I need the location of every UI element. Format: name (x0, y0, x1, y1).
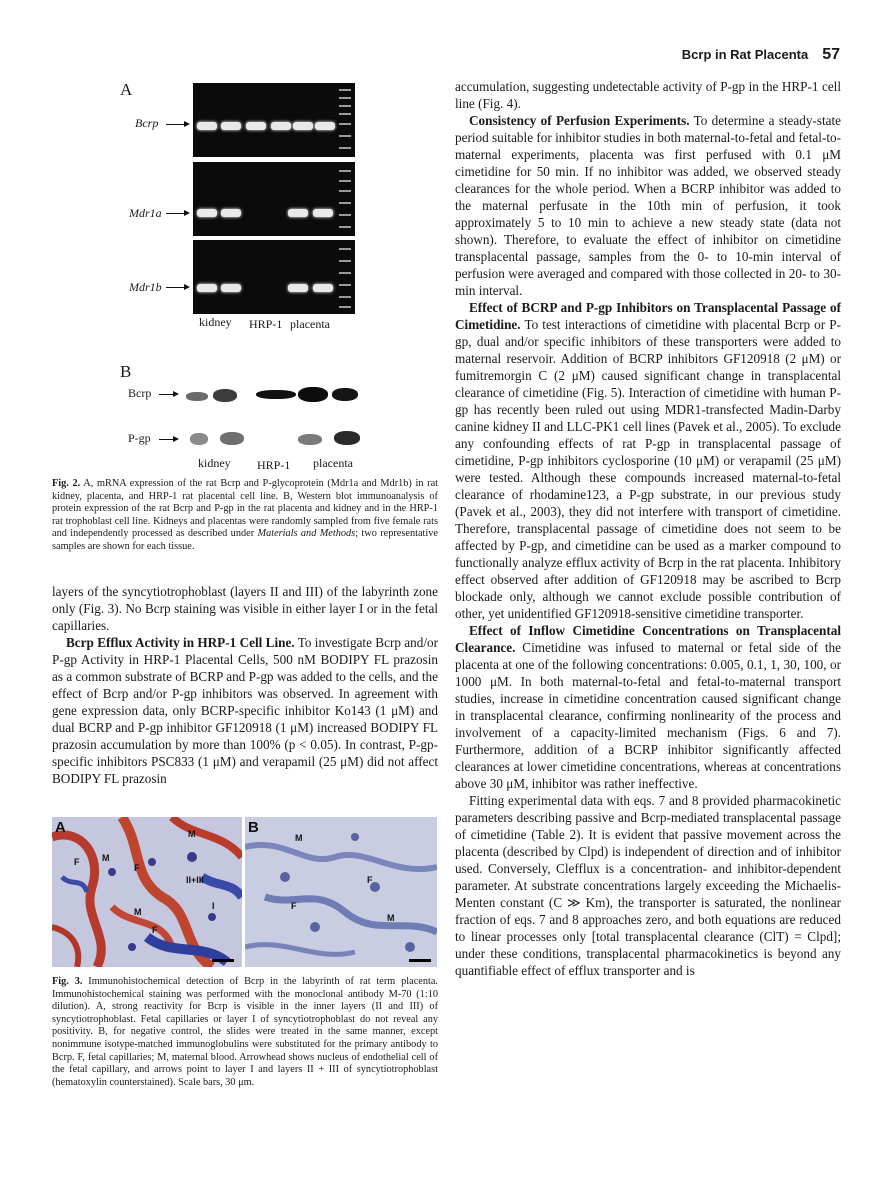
micrograph-a (52, 817, 242, 967)
figure-2-caption (52, 478, 438, 554)
arrow-right-icon (166, 287, 188, 288)
ladder-band (339, 97, 351, 99)
figure-3-caption-label: Fig. 3. (52, 976, 83, 987)
fig2-panel-a-letter: A (120, 80, 133, 99)
section-heading: Effect of BCRP and P-gp Inhibitors on Transplacental Passage of Cimetidine. (455, 300, 841, 332)
arrow-right-icon (166, 213, 188, 214)
arrow-right-icon (159, 394, 177, 395)
gel-mdr1b (193, 240, 355, 314)
running-title: Bcrp in Rat Placenta (681, 47, 809, 62)
gel-mdr1a (193, 162, 355, 236)
paragraph-text: Cimetidine was infused to maternal or fetal side of the placenta at one of the following concentrations: 0.005, 0.1, 1, 30, 100, or 1000 μM. In both maternal-to-fetal and fetal-to-maternal transport studies, increase in cimetidine concentration caused significant change in transplacental clearance, confirming nonlinearity of the process and involvement of a capacity-limited mechanism (Figs. 6 and 7). Furthermore, addition of a BCRP inhibitor significantly affected clearances at lower cimetidine concentrations, whereas at concentrations above 30 μM, inhibitor was rather ineffective. (455, 640, 841, 791)
scale-bar (212, 959, 234, 962)
ladder-band (339, 113, 351, 115)
ladder-band (339, 284, 351, 286)
running-header (600, 46, 840, 66)
figure-2-caption-text-a: A, mRNA expression of the rat Bcrp and P-glycoprotein (Mdr1a and Mdr1b) in rat kidney, placenta, and HRP-1 rat placental cell line. B, Western blot immunoanalysis of protein expression of the rat Bcrp and P-gp in the rat placenta and kidney and in the HRP-1 rat trophoblast cell line. Kidneys and placentas were randomly sampled from five female rats and independently processed as described under (52, 478, 438, 540)
wb-lane-label-placenta: placenta (313, 456, 353, 470)
gel-band (315, 122, 335, 130)
gel-band (197, 209, 217, 217)
ladder-band (339, 306, 351, 308)
figure-3-caption (52, 976, 438, 1089)
ladder-band (339, 226, 351, 228)
micro-label: F (74, 857, 80, 867)
gel-bcrp (193, 83, 355, 157)
ladder-band (339, 170, 351, 172)
wb-lane-label-hrp1: HRP-1 (257, 458, 291, 472)
micro-label: M (102, 853, 110, 863)
ladder-band (339, 180, 351, 182)
gel-band (313, 209, 333, 217)
wb-band (256, 390, 296, 399)
paragraph: Fitting experimental data with eqs. 7 and 8 provided pharmacokinetic parameters describing passive and Bcrp-mediated transplacental passage of cimetidine (Table 2). It is evident that passive movement across the placenta (described by Clpd) is independent of direction and of inhibitor used. Conversely, Clefflux is a concentration- and inhibitor-dependent parameter. At substrate concentrations largely exceeding the Michaelis-Menten constant (C ≫ Km), the transporter is saturated, the nonlinear fraction of eqs. 7 and 8 approaches zero, and both equations are reduced to linear processes only [total transplacental clearance (ClT) = Clpd]; under these conditions, transplacental pharmacokinetics is beyond any quantifiable effect of efflux transporter and is (455, 793, 841, 978)
section-heading: Consistency of Perfusion Experiments. (469, 113, 690, 128)
micrograph-b-letter: B (248, 819, 259, 836)
paragraph-text: To test interactions of cimetidine with placental Bcrp or P-gp, dual and/or specific inhibitors of these transporters were added to maternal reservoir. Addition of BCRP inhibitors GF120918 (2 μM) or fumitremorgin C (2 μM) caused significant change in transplacental clearance of cimetidine (Fig. 5). Interaction of cimetidine with human P-gp has recently been ruled out using MDR1-transfected Madin-Darby canine kidney II and LLC-PK1 cell lines (Pavek et al., 2005). To exclude any confounding effects of rat P-gp in transplacental passage of cimetidine, P-gp inhibitors cyclosporine (10 μM) or verapamil (25 μM) were tested. Although these compounds increased maternal-to-fetal clearance of rhodamine123, a P-gp substrate, in our previous study (Pavek et al., 2003), they did not interfere with transport of cimetidine. Therefore, transplacental passage of cimetidine does not seem to be affected by P-gp, and cimetidine can be used as a marker compound to functionally analyze efflux activity of Bcrp in the rat placenta. Inhibitory effect observed after addition of GF120918 may be ascribed to Bcrp blockade only, although we cannot exclude possible contribution of other, yet unidentified GF120918-sensitive cimetidine transporter. (455, 317, 841, 621)
ladder-band (339, 272, 351, 274)
wb-lane-label-kidney: kidney (198, 456, 231, 470)
micrograph-a-image (52, 817, 242, 967)
gel-band (293, 122, 313, 130)
micro-label: F (134, 863, 140, 873)
paragraph (455, 622, 841, 792)
micrograph-b (245, 817, 437, 967)
gel-band (271, 122, 291, 130)
wb-band (213, 389, 237, 402)
lane-label-kidney: kidney (199, 315, 232, 329)
wb-band (220, 432, 244, 445)
figure-2-caption-text-b: ; two representative samples are shown for each tissue. (52, 528, 438, 552)
paragraph (52, 634, 438, 787)
wb-band (298, 434, 322, 445)
ladder-band (339, 105, 351, 107)
paragraph-text: To determine a steady-state period suitable for inhibitor studies in both maternal-to-fetal and fetal-to-maternal experiments, placenta was first perfused with 0.1 μM cimetidine for 50 min. If no inhibitor was added, we observed steady clearances for the whole period. When a BCRP inhibitor was added to the maternal perfusate in the 10th min of perfusion, it took approximately 5 to 10 min to achieve a new steady state (data not shown). Therefore, to evaluate the effect of inhibitor on cimetidine transplacental passage, samples from the 0- to 10-min interval of perfusion were averaged and compared with those collected in 20- to 30-min interval. (455, 113, 841, 298)
wb-label-pgp: P-gp (128, 431, 151, 445)
micrograph-b-image (245, 817, 437, 967)
wb-band (190, 433, 208, 445)
gel-band (197, 122, 217, 130)
wb-band (298, 387, 328, 402)
figure-2-caption-label: Fig. 2. (52, 478, 81, 489)
right-column-text (455, 78, 841, 979)
wb-band (186, 392, 208, 401)
micro-label: F (367, 875, 373, 885)
paragraph (455, 299, 841, 622)
paragraph-text: To investigate Bcrp and/or P-gp Activity in HRP-1 Placental Cells, 500 nM BODIPY FL prazosin as a common substrate of BCRP and P-gp was added to the cells, and the effect of Bcrp and/or P-gp inhibitors was observed. In agreement with gene expression data, only BCRP-specific inhibitor Ko143 (1 μM) and dual BCRP and P-gp inhibitor GF120918 (1 μM) increased BODIPY FL prazosin accumulation by more than 100% (p < 0.05). In contrast, P-gp-specific inhibitors PSC833 (1 μM) and verapamil (25 μM) did not affect BODIPY FL prazosin (52, 635, 438, 786)
gel-band (221, 122, 241, 130)
gel-band (221, 284, 241, 292)
left-column-text (52, 583, 438, 787)
paragraph: accumulation, suggesting undetectable activity of P-gp in the HRP-1 cell line (Fig. 4). (455, 79, 841, 111)
scale-bar (409, 959, 431, 962)
gel-label-mdr1a: Mdr1a (129, 206, 162, 220)
page-number: 57 (822, 46, 840, 63)
gel-label-mdr1b: Mdr1b (129, 280, 162, 294)
micro-label: F (152, 925, 158, 935)
arrow-right-icon (159, 439, 177, 440)
ladder-band (339, 89, 351, 91)
lane-label-placenta: placenta (290, 317, 330, 331)
wb-band (332, 388, 358, 401)
micro-label: I (212, 901, 215, 911)
fig2-panel-b-letter: B (120, 362, 132, 381)
micrograph-a-letter: A (55, 819, 66, 836)
arrow-right-icon (166, 124, 188, 125)
figure-2-caption-emphasis: Materials and Methods (257, 528, 356, 540)
ladder-band (339, 190, 351, 192)
paragraph: layers of the syncytiotrophoblast (layers II and III) of the labyrinth zone only (Fig. 3). No Bcrp staining was visible in either layer I or in the fetal capillaries. (52, 584, 438, 633)
section-heading: Bcrp Efflux Activity in HRP-1 Cell Line. (66, 635, 295, 650)
wb-label-bcrp: Bcrp (128, 386, 152, 400)
micro-label: M (188, 829, 196, 839)
ladder-band (339, 135, 351, 137)
gel-band (197, 284, 217, 292)
figure-3-caption-text: Immunohistochemical detection of Bcrp in the labyrinth of rat term placenta. Immunohistochemical staining was performed with the monoclonal antibody M-70 (1:10 dilution). A, strong reactivity for Bcrp is visible in the inner layers (II and III) of syncytiotrophoblast. Fetal capillaries or layer I of syncytiotrophoblast do not reveal any positivity. B, for negative control, the slides were treated in the same manner, except nonimmune isotype-matched immunoglobulins were substituted for the primary antibody to Bcrp. F, fetal capillaries; M, maternal blood. Arrowhead shows nucleus of endothelial cell of the fetal capillary, and arrows point to layer I and layers II + III of syncytiotrophoblast (hematoxylin counterstained). Scale bars, 30 μm. (52, 976, 439, 1088)
section-heading: Effect of Inflow Cimetidine Concentrations on Transplacental Clearance. (455, 623, 841, 655)
gel-band (246, 122, 266, 130)
ladder-band (339, 248, 351, 250)
gel-band (288, 209, 308, 217)
micro-label: F (291, 901, 297, 911)
ladder-band (339, 147, 351, 149)
micro-label: M (134, 907, 142, 917)
gel-band (313, 284, 333, 292)
ladder-band (339, 202, 351, 204)
micro-label: M (295, 833, 303, 843)
paragraph (455, 112, 841, 299)
ladder-band (339, 214, 351, 216)
micro-label: M (387, 913, 395, 923)
wb-band (334, 431, 360, 445)
ladder-band (339, 296, 351, 298)
ladder-band (339, 260, 351, 262)
gel-band (221, 209, 241, 217)
gel-label-bcrp: Bcrp (135, 116, 159, 130)
micro-label: II+III (186, 875, 204, 885)
gel-band (288, 284, 308, 292)
lane-label-hrp1: HRP-1 (249, 317, 283, 331)
ladder-band (339, 123, 351, 125)
